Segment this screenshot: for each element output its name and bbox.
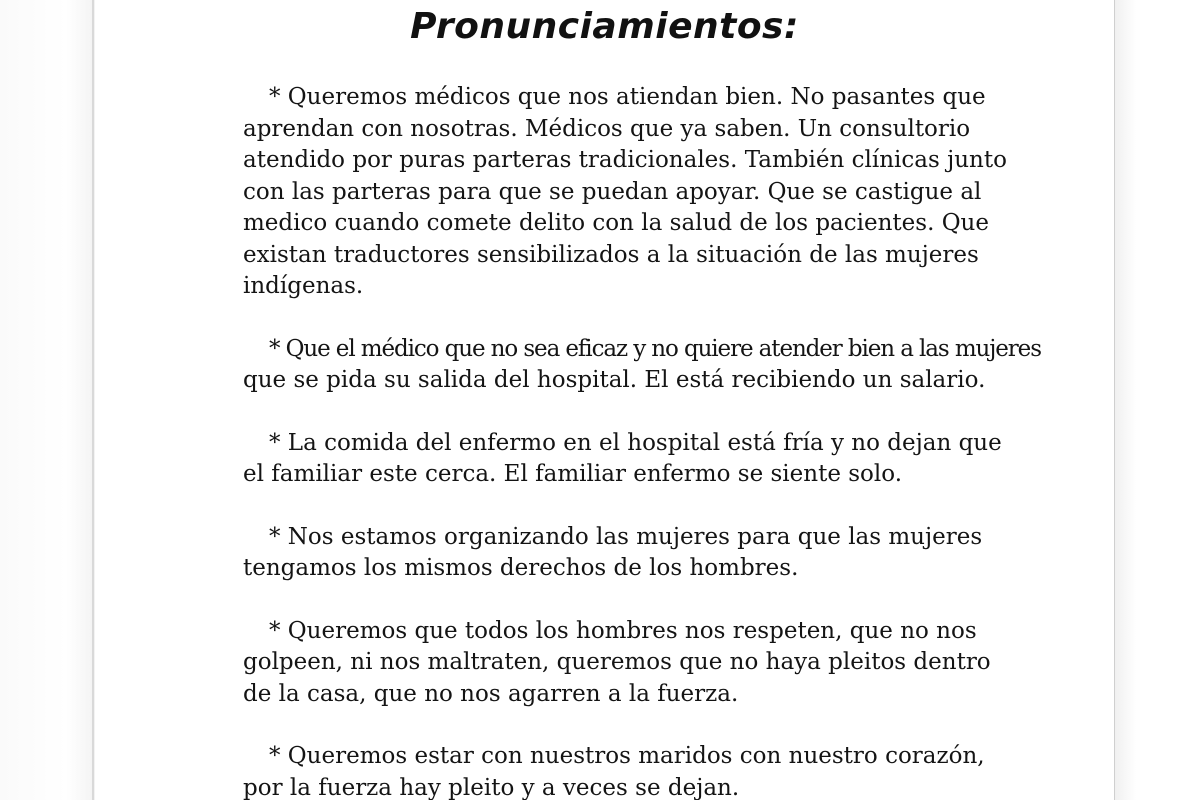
page-left-edge xyxy=(92,0,94,800)
paragraph xyxy=(243,82,1065,303)
document-page xyxy=(95,0,1114,800)
paragraph-line: atendido por puras parteras tradicionales. También clínicas junto xyxy=(243,147,1007,173)
paragraph-line: * Nos estamos organizando las mujeres para que las mujeres xyxy=(269,523,983,550)
paragraph-line: * Queremos que todos los hombres nos respeten, que no nos xyxy=(269,617,977,644)
paragraph-line: existan traductores sensibilizados a la situación de las mujeres xyxy=(243,241,979,268)
document-title: Pronunciamientos: xyxy=(410,6,799,47)
paragraph xyxy=(243,428,1065,491)
paragraph xyxy=(243,522,1065,585)
paragraph-line: de la casa, que no nos agarren a la fuerza. xyxy=(243,680,739,707)
paragraph-line: aprendan con nosotras. Médicos que ya saben. Un consultorio xyxy=(243,115,971,142)
paragraph-line: con las parteras para que se puedan apoyar. Que se castigue al xyxy=(243,178,982,205)
paragraph xyxy=(243,334,1065,397)
page-left-margin xyxy=(0,0,95,800)
paragraph-line: * La comida del enfermo en el hospital está fría y no dejan que xyxy=(269,429,1002,456)
paragraph-line: por la fuerza hay pleito y a veces se dejan. xyxy=(243,774,740,800)
paragraph-line: el familiar este cerca. El familiar enfermo se siente solo. xyxy=(243,461,903,487)
paragraph-line: * Queremos estar con nuestros maridos con nuestro corazón, xyxy=(269,743,985,769)
paragraph-line: indígenas. xyxy=(243,273,364,299)
paragraph-line: * Queremos médicos que nos atiendan bien. No pasantes que xyxy=(269,84,986,110)
page-right-margin xyxy=(1115,0,1200,800)
paragraph-line: tengamos los mismos derechos de los hombres. xyxy=(243,555,799,581)
paragraph-line: que se pida su salida del hospital. El está recibiendo un salario. xyxy=(243,367,986,393)
paragraph-line: medico cuando comete delito con la salud de los pacientes. Que xyxy=(243,210,989,236)
paragraph xyxy=(243,616,1065,711)
paragraph xyxy=(243,741,1065,800)
document-body xyxy=(243,82,1065,800)
paragraph-line: golpeen, ni nos maltraten, queremos que no haya pleitos dentro xyxy=(243,649,991,675)
paragraph-line: * Que el médico que no sea eficaz y no quiere atender bien a las mujeres xyxy=(269,335,1041,362)
